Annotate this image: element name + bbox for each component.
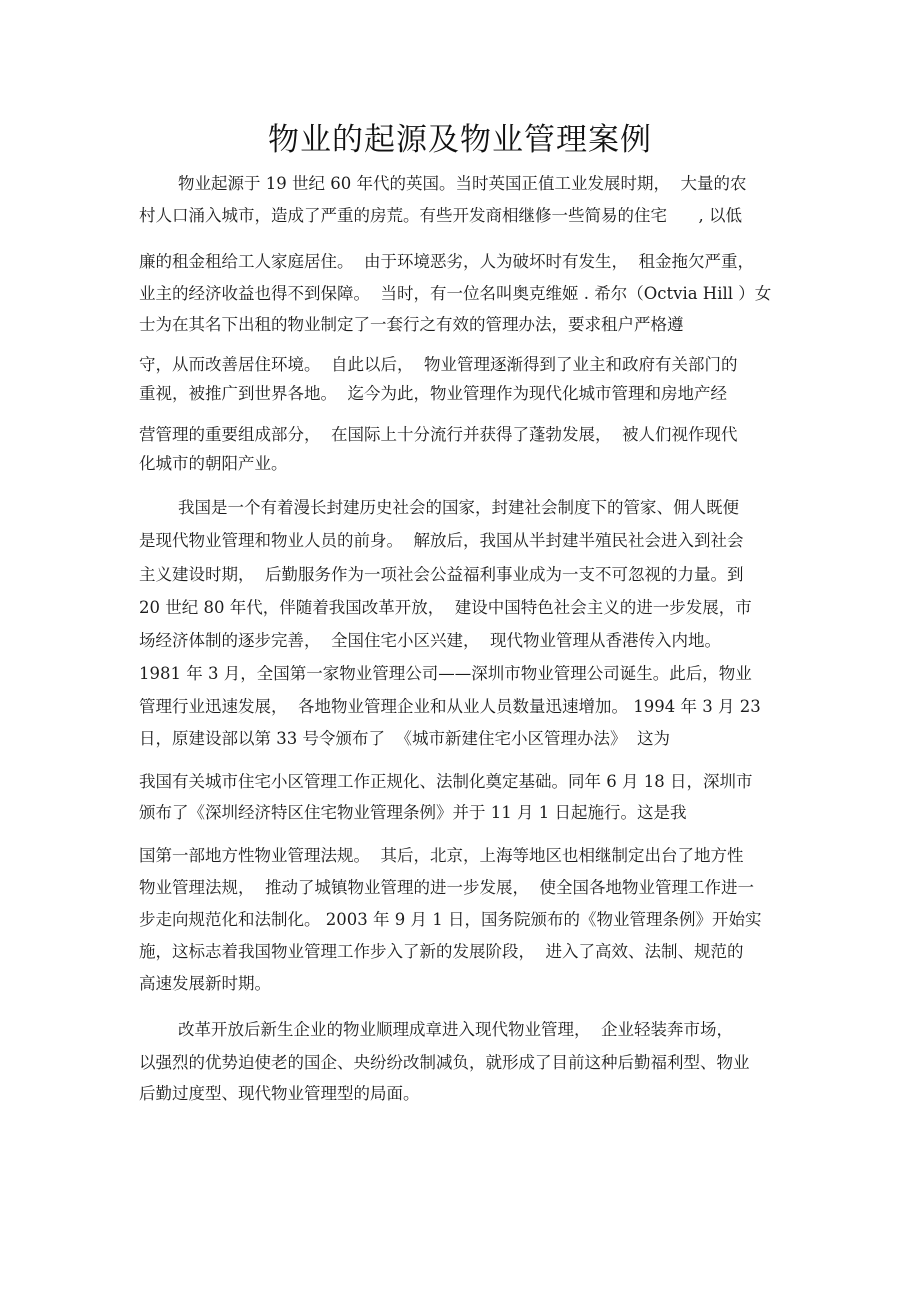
paragraph-3-line-1: 改革开放后新生企业的物业顺理成章进入现代物业管理， 企业轻装奔市场， (178, 1020, 733, 1039)
paragraph-1-line-2: 村人口涌入城市，造成了严重的房荒。有些开发商相继修一些简易的住宅 , 以低 (139, 206, 742, 225)
paragraph-2-line-9: 我国有关城市住宅小区管理工作正规化、法制化奠定基础。同年 6 月 18 日，深圳市 (139, 772, 753, 791)
paragraph-2-line-14: 施，这标志着我国物业管理工作步入了新的发展阶段， 进入了高效、法制、规范的 (139, 942, 744, 961)
paragraph-1-line-3: 廉的租金租给工人家庭居住。 由于环境恶劣，人为破坏时有发生， 租金拖欠严重， (139, 252, 754, 271)
paragraph-2-line-11: 国第一部地方性物业管理法规。 其后，北京，上海等地区也相继制定出台了地方性 (139, 846, 744, 865)
paragraph-1-line-1: 物业起源于 19 世纪 60 年代的英国。当时英国正值工业发展时期， 大量的农 (178, 174, 747, 193)
paragraph-1-line-6: 守，从而改善居住环境。 自此以后， 物业管理逐渐得到了业主和政府有关部门的 (139, 355, 738, 374)
paragraph-3-line-3: 后勤过度型、现代物业管理型的局面。 (139, 1084, 420, 1103)
paragraph-1-line-5: 士为在其名下出租的物业制定了一套行之有效的管理办法，要求租户严格遵 (139, 315, 684, 334)
paragraph-1-line-4: 业主的经济收益也得不到保障。 当时，有一位名叫奥克维姬 . 希尔（Octvia Hill ）女 (139, 284, 772, 303)
paragraph-2-line-15: 高速发展新时期。 (139, 974, 271, 993)
paragraph-2-line-10: 颁布了《深圳经济特区住宅物业管理条例》并于 11 月 1 日起施行。这是我 (139, 803, 687, 822)
paragraph-1-line-9: 化城市的朝阳产业。 (139, 454, 288, 473)
paragraph-2-line-8: 日，原建设部以第 33 号令颁布了 《城市新建住宅小区管理办法》 这为 (139, 729, 670, 748)
paragraph-2-line-1: 我国是一个有着漫长封建历史社会的国家，封建社会制度下的管家、佣人既便 (178, 498, 739, 517)
paragraph-3-line-2: 以强烈的优势迫使老的国企、央纷纷改制减负，就形成了目前这种后勤福利型、物业 (139, 1053, 750, 1072)
document-title: 物业的起源及物业管理案例 (268, 122, 652, 158)
paragraph-2-line-13: 步走向规范化和法制化。 2003 年 9 月 1 日，国务院颁布的《物业管理条例》开始实 (139, 910, 762, 929)
paragraph-1-line-8: 营管理的重要组成部分， 在国际上十分流行并获得了蓬勃发展， 被人们视作现代 (139, 425, 738, 444)
paragraph-2-line-6: 1981 年 3 月，全国第一家物业管理公司——深圳市物业管理公司诞生。此后，物业 (139, 664, 752, 683)
paragraph-2-line-7: 管理行业迅速发展， 各地物业管理企业和从业人员数量迅速增加。 1994 年 3 月 23 (139, 697, 761, 716)
paragraph-2-line-3: 主义建设时期， 后勤服务作为一项社会公益福利事业成为一支不可忽视的力量。到 (139, 565, 744, 584)
paragraph-2-line-4: 20 世纪 80 年代，伴随着我国改革开放， 建设中国特色社会主义的进一步发展，市 (139, 598, 752, 617)
paragraph-2-line-12: 物业管理法规， 推动了城镇物业管理的进一步发展， 使全国各地物业管理工作进一 (139, 878, 754, 897)
paragraph-2-line-2: 是现代物业管理和物业人员的前身。 解放后，我国从半封建半殖民社会进入到社会 (139, 531, 744, 550)
paragraph-2-line-5: 场经济体制的逐步完善， 全国住宅小区兴建， 现代物业管理从香港传入内地。 (139, 631, 721, 650)
paragraph-1-line-7: 重视，被推广到世界各地。 迄今为此，物业管理作为现代化城市管理和房地产经 (139, 384, 727, 403)
